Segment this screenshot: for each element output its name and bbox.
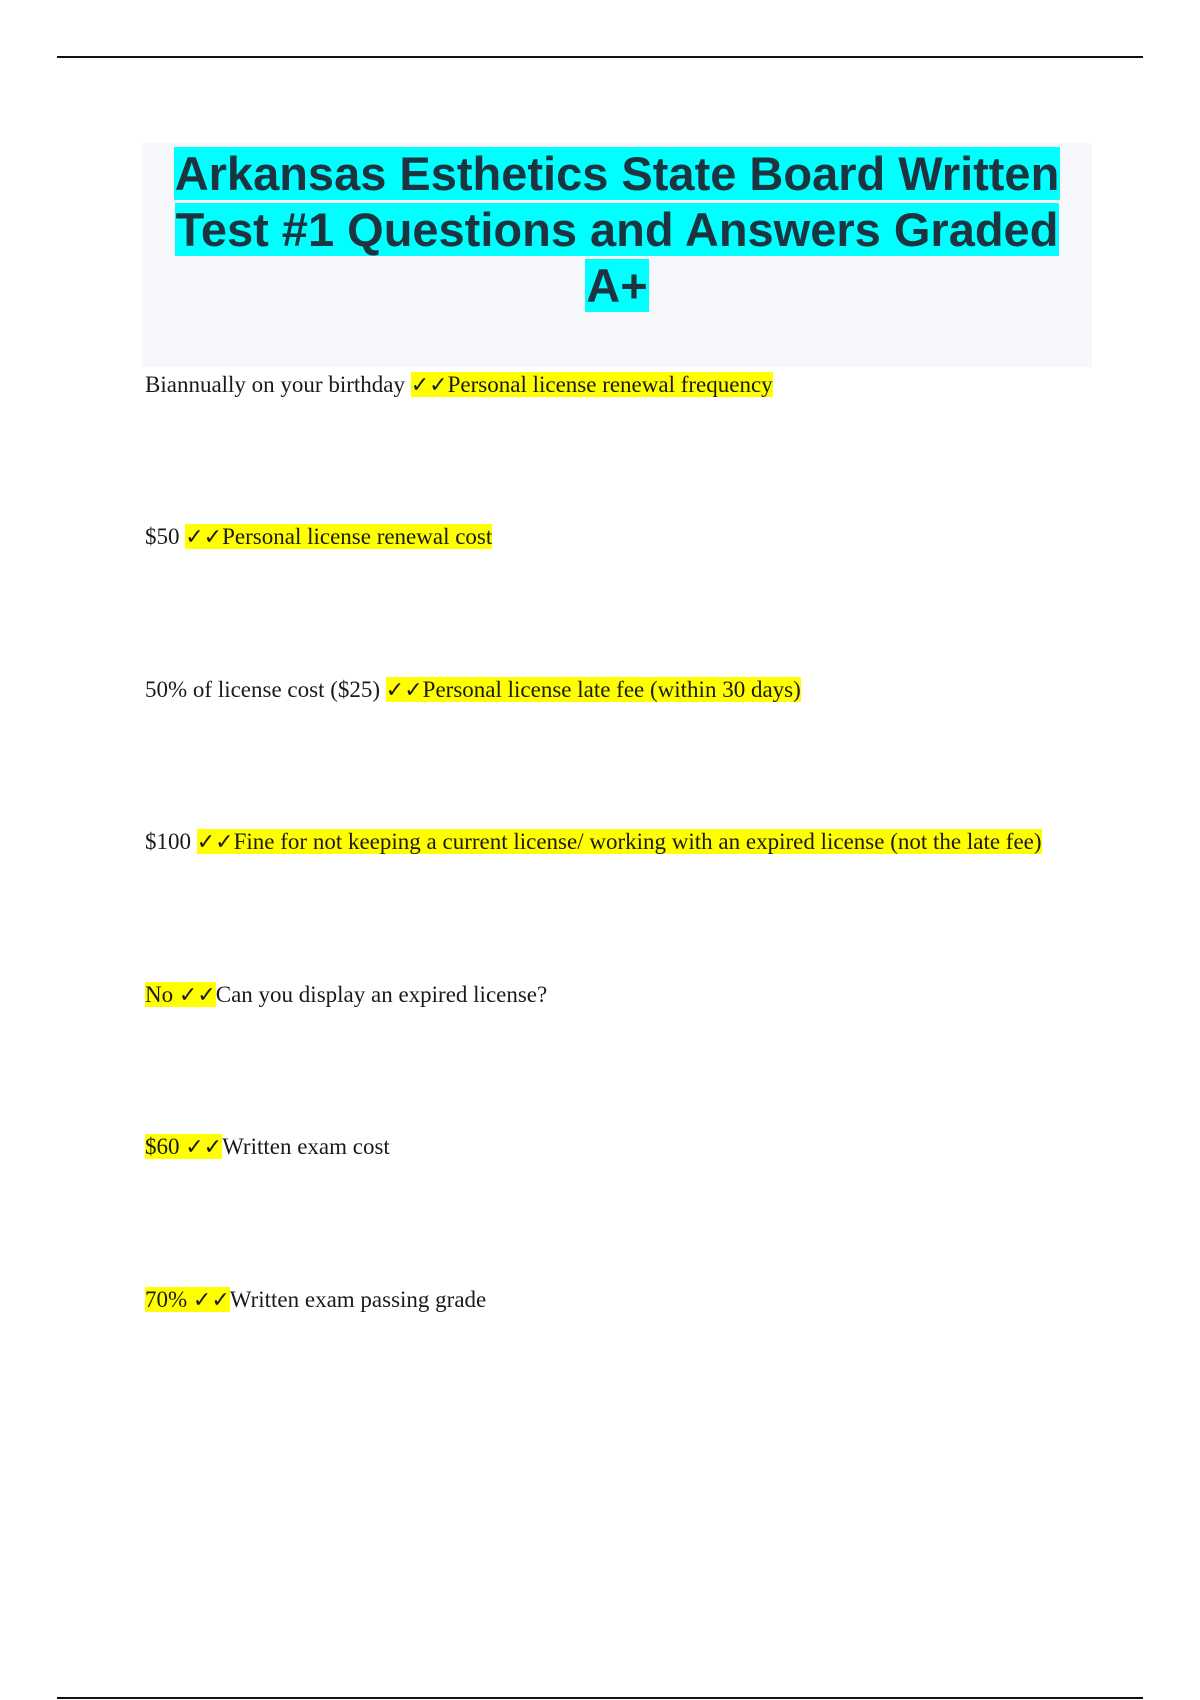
double-check-icon: ✓✓ <box>192 1288 230 1313</box>
document-title <box>142 143 1092 314</box>
qa-highlight <box>145 1134 222 1159</box>
qa-answer: 50% of license cost ($25) <box>145 677 381 702</box>
qa-question: Can you display an expired license? <box>215 982 548 1007</box>
qa-highlight <box>411 372 773 397</box>
double-check-icon: ✓✓ <box>185 525 223 550</box>
qa-item-4 <box>145 827 1042 858</box>
double-check-icon: ✓✓ <box>385 678 423 703</box>
qa-highlight <box>386 677 801 702</box>
double-check-icon: ✓✓ <box>178 983 216 1008</box>
qa-item-3 <box>145 675 801 706</box>
qa-highlight <box>185 524 492 549</box>
qa-item-1 <box>145 370 773 401</box>
qa-item-5 <box>145 980 547 1011</box>
qa-question: Personal license renewal frequency <box>447 372 773 397</box>
qa-item-6 <box>145 1132 390 1163</box>
qa-highlight <box>197 829 1042 854</box>
qa-answer: 70% <box>145 1287 188 1312</box>
title-highlight: Arkansas Esthetics State Board Written Test #1 Questions and Answers Graded A+ <box>174 147 1060 312</box>
bottom-rule <box>57 1697 1143 1699</box>
qa-highlight <box>145 982 216 1007</box>
qa-answer: $50 <box>145 524 180 549</box>
qa-answer: Biannually on your birthday <box>145 372 405 397</box>
qa-question: Personal license late fee (within 30 days) <box>422 677 801 702</box>
double-check-icon: ✓✓ <box>196 830 234 855</box>
qa-item-7 <box>145 1285 486 1316</box>
qa-question: Fine for not keeping a current license/ working with an expired license (not the late fee) <box>233 829 1042 854</box>
qa-item-2 <box>145 522 492 553</box>
qa-answer: $60 <box>145 1134 180 1159</box>
double-check-icon: ✓✓ <box>410 373 448 398</box>
qa-answer: $100 <box>145 829 191 854</box>
top-rule <box>57 56 1143 58</box>
title-block <box>142 143 1092 367</box>
qa-highlight <box>145 1287 230 1312</box>
qa-question: Written exam cost <box>222 1134 390 1159</box>
qa-question: Personal license renewal cost <box>222 524 493 549</box>
qa-question: Written exam passing grade <box>229 1287 487 1312</box>
qa-answer: No <box>145 982 174 1007</box>
double-check-icon: ✓✓ <box>185 1135 223 1160</box>
